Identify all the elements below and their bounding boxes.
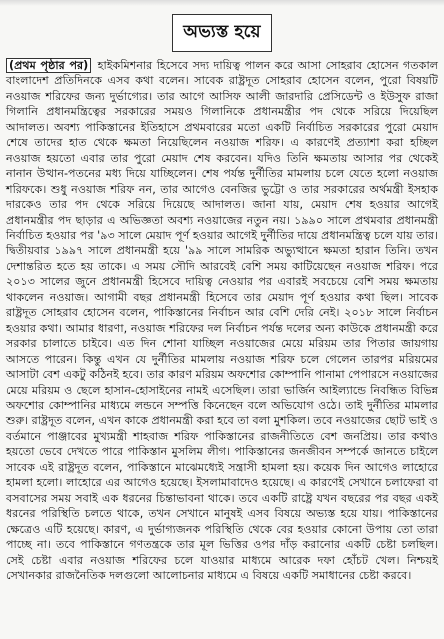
article-text: হাইকমিশনার হিসেবে সদ্য দায়িত্ব পালন করে আসা সোহরাব হোসেন গতকাল বাংলাদেশ প্রতিদিনকে এসব কথা বলেন। সাবেক রাষ্ট্রদূত সোহরাব হোসেন বলেন, পুরো বিষয়টি নওয়াজ শরিফের জন্য দুর্ভাগ্যের। তার আগে আসিফ আলী জারদারি প্রেসিডেন্ট ও ইউসুফ রাজা গিলানি প্রধানমন্ত্রিত্বের সরকারের সময়ও গিলানিকে প্রধানমন্ত্রীর পদ থেকে সরিয়ে দিয়েছিল আদালত। অবশ্য পাকিস্তানের ইতিহাসে প্রথমবারের মতো একটি নির্বাচিত সরকারের পুরো মেয়াদ শেষে তাদের হাত থেকে ক্ষমতা নিয়েছিলেন নওয়াজ শরিফ। এ কারণেই প্রত্যাশা করা হচ্ছিল নওয়াজ হয়তো এবার তার পুরো মেয়াদ শেষ করবেন। যদিও তিনি ক্ষমতায় আসার পর থেকেই নানান উত্থান-পতনের মধ্য দিয়ে যাচ্ছিলেন। শেষ পর্যন্ত দুর্নীতির মামলায় চলে যেতে হলো নওয়াজ শরিফকে। শুধু নওয়াজ শরিফ নন, তার আগেও বেনজির ভুট্টো ও তার সরকারের অর্থমন্ত্রী ইসহাক দারকেও তার পদ থেকে সরিয়ে দিয়েছে আদালত। জানা যায়, মেয়াদ শেষ হওয়ার আগেই প্রধানমন্ত্রীর পদ ছাড়ার এ অভিজ্ঞতা অবশ্য নওয়াজের নতুন নয়। ১৯৯০ সালে প্রথমবার প্রধানমন্ত্রী নির্বাচিত হওয়ার পর '৯৩ সালে মেয়াদ পূর্ণ হওয়ার আগেই দুর্নীতির দায়ে প্রধানমন্ত্রিত্ব চলে যায় তার। দ্বিতীয়বার ১৯৯৭ সালে প্রধানমন্ত্রী হয়ে '৯৯ সালে সামরিক অভ্যুত্থানে ক্ষমতা হারান তিনি। তখন দেশান্তরিত হতে হয় তাকে। এ সময় সৌদি আরবেই বেশি সময় কাটিয়েছেন নওয়াজ শরিফ। পরে ২০১৩ সালের জুনে প্রধানমন্ত্রী হিসেবে দায়িত্ব নেওয়ার পর এবারই সবচেয়ে বেশি সময় ক্ষমতায় থাকলেন নওয়াজ। আগামী বছর প্রধানমন্ত্রী হিসেবে তার মেয়াদ পূর্ণ হওয়ার কথা ছিল। সাবেক রাষ্ট্রদূত সোহরাব হোসেন বলেন, পাকিস্তানের নির্বাচন আর বেশি দেরি নেই। ২০১৮ সালে নির্বাচন হওয়ার কথা। আমার ধারণা, নওয়াজ শরিফের দল নির্বাচন পর্যন্ত দলের অন্য কাউকে প্রধানমন্ত্রী করে সরকার চালাতে চাইবে। এত দিন শোনা যাচ্ছিল নওয়াজের মেয়ে মরিয়ম তার পিতার জায়গায় আসতে পারেন। কিন্তু এখন যে দুর্নীতির মামলায় নওয়াজ শরিফ চলে গেলেন তারপর মরিয়মের আসাটা বেশ একটু কঠিনই হবে। তার কারণ মরিয়ম অফশোর কোম্পানি পানামা পেপারসে নওয়াজের মেয়ে মরিয়ম ও ছেলে হাসান-হোসাইনের নামই এসেছিল। তারা ভার্জিন আইল্যান্ডে নিবন্ধিত বিভিন্ন অফশোর কোম্পানির মাধ্যমে লন্ডনে সম্পত্তি কিনেছেন বলে অভিযোগ ওঠে। তাই দুর্নীতির মামলার শুরু। রাষ্ট্রদূত বলেন, এখন কাকে প্রধানমন্ত্রী করা হবে তা বলা মুশকিল। তবে নওয়াজের ছোট ভাই ও বর্তমানে পাঞ্জাবের মুখ্যমন্ত্রী শাহবাজ শরিফ পাকিস্তানের রাজনীতিতে বেশ জনপ্রিয়। তার কথাও হয়তো ভেবে দেখতে পারে পাকিস্তান মুসলিম লীগ। পাকিস্তানের জনজীবন সম্পর্কে জানতে চাইলে সাবেক এই রাষ্ট্রদূত বলেন, পাকিস্তানে মাঝেমধ্যেই সন্ত্রাসী হামলা হয়। কয়েক দিন আগেও লাহোরে হামলা হলো। লাহোরে এর আগেও হয়েছে। ইসলামাবাদেও হয়েছে। এ কারণেই সেখানে চলাফেরা বা বসবাসের সময় সবাই এক ধরনের চিন্তাভাবনা থাকে। তবে একটি রাষ্ট্রে যখন বছরের পর বছর একই ধরনের পরিস্থিতি চলতে থাকে, তখন সেখানে মানুষই এসব বিষয়ে অভ্যস্ত হয়ে যায়। পাকিস্তানের ক্ষেত্রেও এটি হয়েছে। কারণ, এ দুর্ভাগ্যজনক পরিস্থিতি থেকে বের হওয়ার কোনো উপায় তো তারা পাচ্ছে না। তবে পাকিস্তানে গণতন্ত্রকে তার মূল ভিত্তির ওপর দাঁড় করানোর একটি চেষ্টা চলছিল। সেই চেষ্টা এবার নওয়াজ শরিফের চলে যাওয়ার মাধ্যমে আরেক দফা হোঁচট খেল। নিশ্চয়ই সেখানকার রাজনৈতিক দলগুলো আলোচনার মাধ্যমে এ বিষয়ে একটি সমাধানের চেষ্টা করবে। (6, 59, 438, 582)
article-headline: অভ্যস্ত হয়ে (172, 14, 271, 52)
article-body (6, 58, 438, 583)
article-paragraph (6, 58, 438, 583)
headline-container (6, 14, 438, 52)
top-rule (0, 0, 444, 6)
continued-from-label: (প্রথম পৃষ্ঠার পর) (6, 58, 91, 73)
